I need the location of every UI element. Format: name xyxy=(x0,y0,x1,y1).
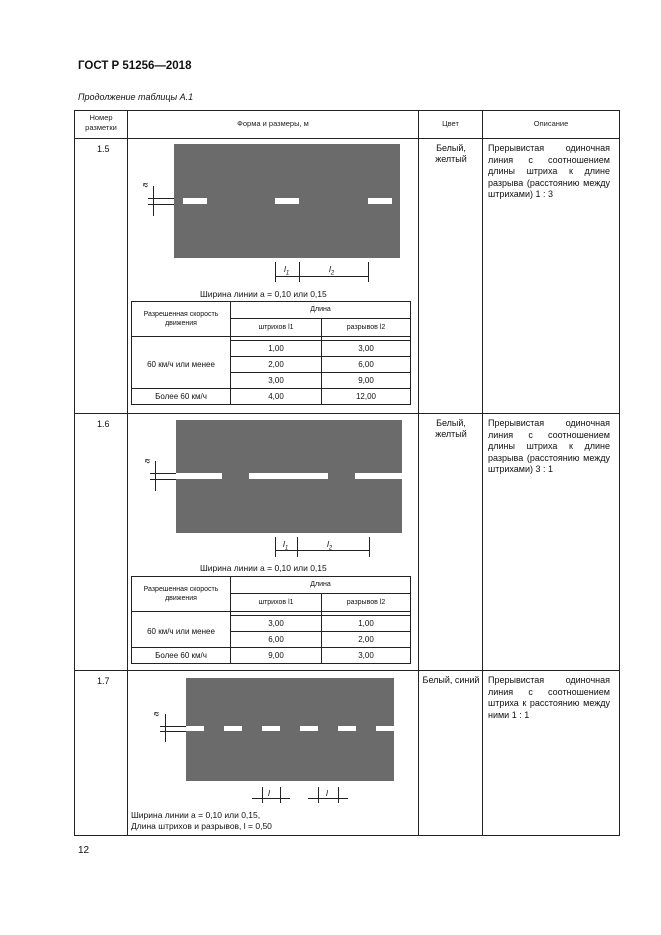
gap-header: разрывов l2 xyxy=(322,318,411,336)
gap-header: разрывов l2 xyxy=(322,593,411,611)
dimension-label-l2: $l_2$ xyxy=(327,539,333,552)
dimension-label-l: l xyxy=(268,788,270,798)
dimension-label-l: l xyxy=(326,788,328,798)
table-cell: 2,00 xyxy=(231,357,322,373)
row-color: Белый, желтый xyxy=(435,143,467,164)
col-header-form: Форма и размеры, м xyxy=(237,119,309,128)
row-number: 1.7 xyxy=(97,676,110,686)
dimension-label-a: a xyxy=(141,458,152,464)
speed-length-table xyxy=(131,576,411,664)
speed-header: Разрешенная скорость движения xyxy=(132,577,231,612)
dash-header: штрихов l1 xyxy=(231,593,322,611)
table-cell: 1,00 xyxy=(322,616,411,632)
speed-length-table xyxy=(131,301,411,405)
row-description: Прерывистая одиночная линия с соотношением штриха к расстоянию между ними 1 : 1 xyxy=(488,675,610,720)
dimension-label-a: a xyxy=(139,182,150,188)
table-cell: 6,00 xyxy=(322,357,411,373)
row-number: 1.6 xyxy=(97,419,110,429)
length-header: Длина xyxy=(231,302,411,319)
speed-60-or-less: 60 км/ч или менее xyxy=(132,341,231,389)
speed-over-60: Более 60 км/ч xyxy=(132,648,231,664)
row-description: Прерывистая одиночная линия с соотношением длины штриха к длине разрыва (расстоянию между штрихами) 1 : 3 xyxy=(488,143,610,199)
speed-over-60: Более 60 км/ч xyxy=(132,389,231,405)
table-cell: 1,00 xyxy=(231,341,322,357)
speed-header: Разрешенная скорость движения xyxy=(132,302,231,337)
row-number: 1.5 xyxy=(97,144,110,154)
table-cell: 2,00 xyxy=(322,632,411,648)
table-cell: 6,00 xyxy=(231,632,322,648)
dash-header: штрихов l1 xyxy=(231,318,322,336)
dimension-label-a: a xyxy=(150,711,161,717)
width-note: Ширина линии a = 0,10 или 0,15, xyxy=(131,810,261,820)
table-cell: 3,00 xyxy=(322,648,411,664)
dimension-label-l2: $l_2$ xyxy=(329,264,335,277)
row-color: Белый, желтый xyxy=(435,418,467,439)
row-description: Прерывистая одиночная линия с соотношением длины штриха к длине разрыва (расстоянию между штрихами) 3 : 1 xyxy=(488,418,610,474)
dimension-label-l1: $l_1$ xyxy=(283,539,289,552)
table-cell: 3,00 xyxy=(231,616,322,632)
table-cell: 3,00 xyxy=(231,373,322,389)
table-continuation-caption: Продолжение таблицы А.1 xyxy=(78,92,194,102)
table-cell: 9,00 xyxy=(231,648,322,664)
length-note: Длина штрихов и разрывов, l = 0,50 xyxy=(131,821,272,831)
col-header-number: Номер разметки xyxy=(85,113,117,132)
length-header: Длина xyxy=(231,577,411,594)
table-cell: 4,00 xyxy=(231,389,322,405)
table-cell: 12,00 xyxy=(322,389,411,405)
col-header-description: Описание xyxy=(533,119,569,128)
width-note: Ширина линии a = 0,10 или 0,15 xyxy=(200,563,327,573)
speed-60-or-less: 60 км/ч или менее xyxy=(132,616,231,648)
row-color: Белый, синий xyxy=(422,675,480,685)
dimension-label-l1: $l_1$ xyxy=(284,264,290,277)
table-cell: 9,00 xyxy=(322,373,411,389)
document-header: ГОСТ Р 51256—2018 xyxy=(78,60,192,72)
table-cell: 3,00 xyxy=(322,341,411,357)
page-number: 12 xyxy=(78,845,90,856)
col-header-color: Цвет xyxy=(442,119,459,128)
width-note: Ширина линии a = 0,10 или 0,15 xyxy=(200,289,327,299)
